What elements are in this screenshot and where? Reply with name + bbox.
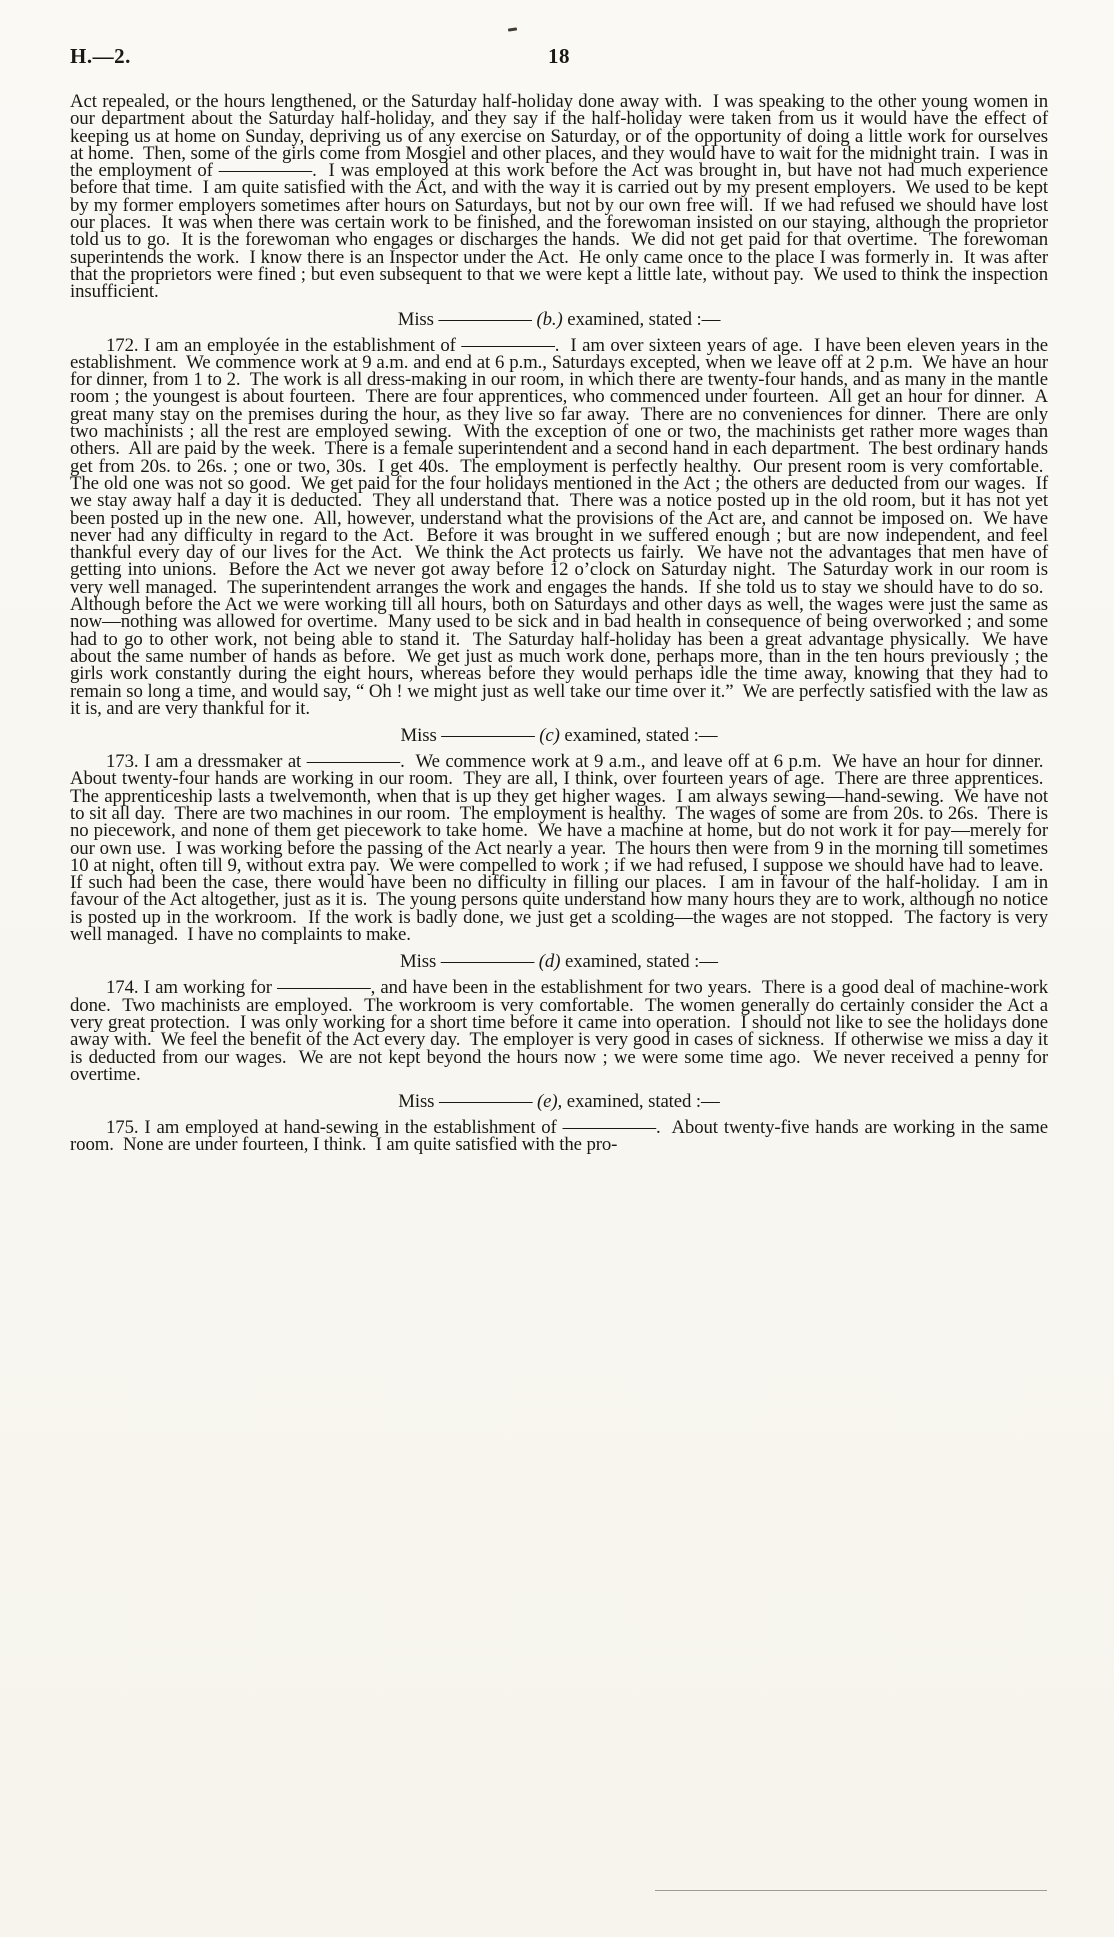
witness-letter-d: (d) xyxy=(538,951,561,973)
witness-heading-e xyxy=(70,1093,1048,1111)
witness-heading-post: examined, stated :— xyxy=(562,308,721,330)
witness-heading-pre: Miss ————— xyxy=(397,308,537,330)
footer-rule xyxy=(655,1890,1047,1891)
witness-heading-post: examined, stated :— xyxy=(559,725,718,747)
paragraph-continuation: Act repealed, or the hours lengthened, or the Saturday half-holiday done away with. I was speaking to the other young women in our department about the Saturday half-holiday, and they say if the half-holiday were taken from us it would have the effect of keeping us at home on Sunday, depriving us of any exercise on Saturday, or of the opportunity of doing a little work for ourselves at home. Then, some of the girls come from Mosgiel and other places, and they would have to wait for the midnight train. I was in the employment of —————. I was employed at this work before the Act was brought in, but have not had much experience before that time. I am quite satisfied with the Act, and with the way it is carried out by my present employers. We used to be kept by my former employers sometimes after hours on Saturdays, but not by our own free will. If we had refused we should have lost our places. It was when there was certain work to be finished, and the forewoman insisted on our staying, although the proprietor told us to go. It is the forewoman who engages or discharges the hands. We did not get paid for that overtime. The forewoman superintends the work. I know there is an Inspector under the Act. He only came once to the place I was formerly in. It was after that the proprietors were fined ; but even subsequent to that we were kept a little late, without pay. We used to think the inspection insufficient. xyxy=(70,91,1048,303)
witness-heading-d xyxy=(70,953,1048,971)
witness-heading-b xyxy=(70,308,1048,330)
testimony-paragraph-175: 175. I am employed at hand-sewing in the establishment of —————. About twenty-five hands are working in the same room. None are under fourteen, I think. I am quite satisfied with the pro- xyxy=(70,1117,1048,1156)
page-number: 18 xyxy=(548,44,570,68)
witness-heading-post: examined, stated :— xyxy=(562,1091,720,1113)
witness-heading-pre: Miss ————— xyxy=(400,951,539,973)
witness-letter-c: (c) xyxy=(539,725,560,747)
testimony-paragraph-174: 174. I am working for —————, and have been in the establishment for two years. There is a good deal of machine-work done. Two machinists are employed. The workroom is very comfortable. The women generally do certainly consider the Act a very great protection. I was only working for a short time before it came into operation. I should not like to see the holidays done away with. We feel the benefit of the Act every day. The employer is very good in cases of sickness. If otherwise we miss a day it is deducted from our wages. We are not kept beyond the hours now ; we were some time ago. We never received a penny for overtime. xyxy=(70,977,1048,1085)
document-reference: H.—2. xyxy=(70,44,131,68)
testimony-paragraph-173: 173. I am a dressmaker at —————. We commence work at 9 a.m., and leave off at 6 p.m. We have an hour for dinner. About twenty-four hands are working in our room. They are all, I think, over fourteen years of age. There are three apprentices. The apprenticeship lasts a twelvemonth, when that is up they get higher wages. I am always sewing—hand-sewing. We have not to sit all day. There are two machines in our room. The employment is healthy. The wages of some are from 20s. to 26s. There is no piecework, and none of them get piecework to take home. We have a machine at home, but do not work it for pay—merely for our own use. I was working before the passing of the Act nearly a year. The hours then were from 9 in the morning till sometimes 10 at night, often till 9, without extra pay. We were compelled to work ; if we had refused, I suppose we should have had to leave. If such had been the case, there would have been no difficulty in filling our places. I am in favour of the half-holiday. I am in favour of the Act altogether, just as it is. The young persons quite understand how many hours they are to work, although no notice is posted up in the workroom. If the work is badly done, we just get a scolding—the wages are not stopped. The factory is very well managed. I have no complaints to make. xyxy=(70,751,1048,946)
page-body xyxy=(70,93,1048,1154)
witness-heading-c xyxy=(70,727,1048,745)
witness-letter-b: (b.) xyxy=(536,308,563,330)
page-header xyxy=(70,44,1048,69)
scan-artifact-mark xyxy=(508,27,517,31)
testimony-paragraph-172: 172. I am an employée in the establishment of —————. I am over sixteen years of age. I have been eleven years in the establishment. We commence work at 9 a.m. and end at 6 p.m., Saturdays excepted, when we leave off at 2 p.m. We have an hour for dinner, from 1 to 2. The work is all dress-making in our room, in which there are twenty-four hands, and as many in the mantle room ; the youngest is about fourteen. There are four apprentices, who commenced under fourteen. All get an hour for dinner. A great many stay on the premises during the hour, as they live so far away. There are no conveniences for dinner. There are only two machinists ; all the rest are employed sewing. With the exception of one or two, the machinists get rather more wages than others. All are paid by the week. There is a female superintendent and a second hand in each department. The best ordinary hands get from 20s. to 26s. ; one or two, 30s. I get 40s. The employment is perfectly healthy. Our present room is very comfortable. The old one was not so good. We get paid for the four holidays mentioned in the Act ; the others are deducted from our wages. If we stay away half a day it is deducted. They all understand that. There was a notice posted up in the old room, but it has not yet been posted up in the new one. All, however, understand what the provisions of the Act are, and cannot be imposed on. We have never had any difficulty in regard to the Act. Before it was brought in we suffered enough ; but are now independent, and feel thankful every day of our lives for the Act. We think the Act protects us fairly. We have not the advantages that men have of getting into unions. Before the Act we never got away before 12 o’clock on Saturday night. The Saturday work in our room is very well managed. The superintendent arranges the work and engages the hands. If she told us to stay we should have to do so. Although before the Act we were working till all hours, both on Saturdays and other days as well, the wages were just the same as now—nothing was allowed for overtime. Many used to be sick and in bad health in consequence of being overworked ; and some had to go to other work, not being able to stand it. The Saturday half-holiday has been a great advantage physically. We have about the same number of hands as before. We get just as much work done, perhaps more, than in the ten hours previously ; the girls work constantly during the eight hours, whereas before they would perhaps idle the time away, knowing that they had to remain so long a time, and would say, “ Oh ! we might just as well take our time over it.” We are perfectly satisfied with the law as it is, and are very thankful for it. xyxy=(70,334,1048,719)
witness-letter-e: (e), xyxy=(536,1091,563,1113)
witness-heading-pre: Miss ————— xyxy=(400,725,540,747)
witness-heading-post: examined, stated :— xyxy=(560,951,718,973)
witness-heading-pre: Miss ————— xyxy=(398,1091,537,1113)
